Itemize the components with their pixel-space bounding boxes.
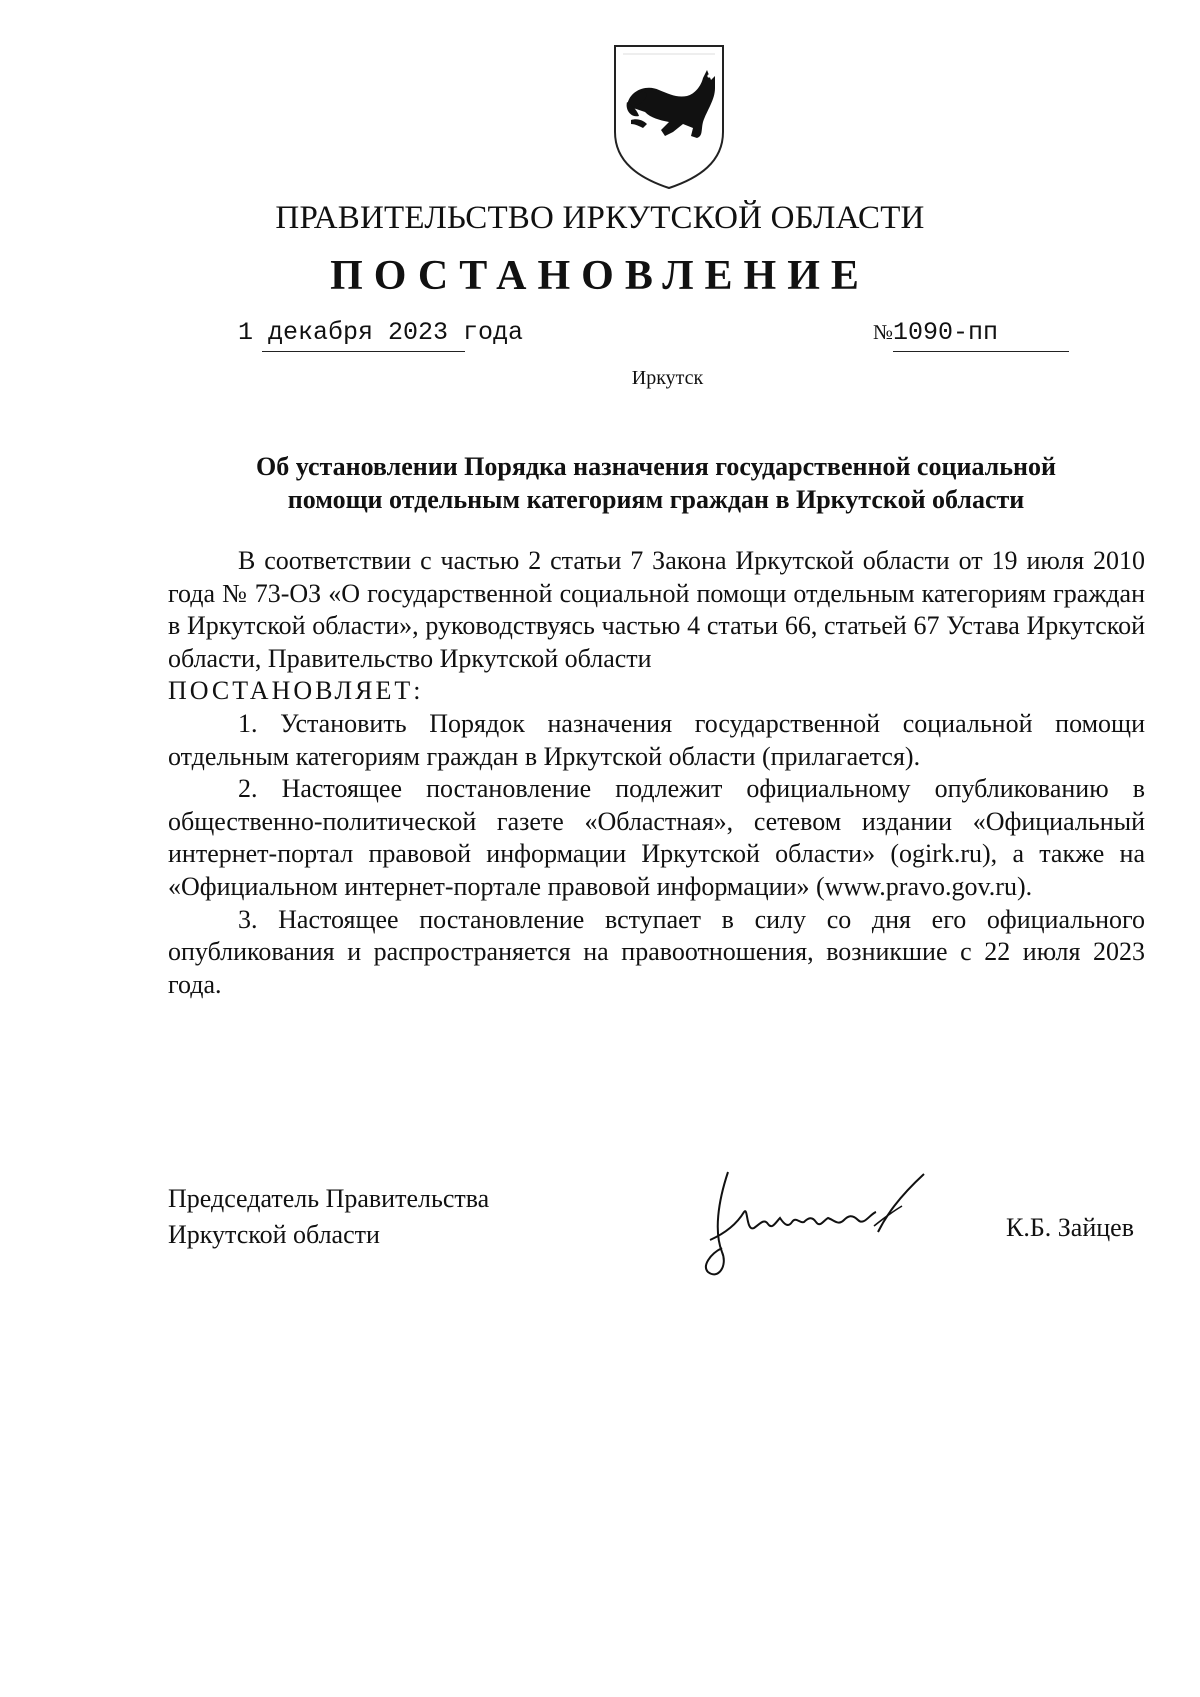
- date-underline: [262, 351, 465, 352]
- document-date: 1 декабря 2023 года: [238, 318, 524, 347]
- document-type: ПОСТАНОВЛЕНИЕ: [330, 253, 870, 299]
- signatory-position: [168, 1181, 489, 1253]
- item-2-paragraph: 2. Настоящее постановление подлежит официальному опубликованию в общественно-политической газете «Областная», сетевом издании «Официальный интернет-портал правовой информации Иркутской области» (ogirk.ru), а также на «Официальном интернет-портале правовой информации» (www.pravo.gov.ru).: [168, 774, 1145, 901]
- number-underline: [893, 351, 1069, 352]
- position-line-1: Председатель Правительства: [168, 1184, 490, 1213]
- title-line-1: Об установлении Порядка назначения государственной социальной: [256, 452, 1056, 481]
- document-body: [168, 545, 1145, 1001]
- number-value: 1090-пп: [893, 318, 999, 347]
- title-line-2: помощи отдельным категориям граждан в Иркутской области: [287, 485, 1025, 514]
- preamble-paragraph: В соответствии с частью 2 статьи 7 Закона Иркутской области от 19 июля 2010 года № 73-ОЗ «О государственной социальной помощи отдельным категориям граждан в Иркутской области», руководствуясь частью 4 статьи 66, статьей 67 Устава Иркутской области, Правительство Иркутской области: [168, 546, 1145, 673]
- handwritten-signature-icon: [688, 1162, 958, 1297]
- document-title: [168, 450, 1144, 516]
- document-city: Иркутск: [631, 367, 704, 389]
- organization-name: ПРАВИТЕЛЬСТВО ИРКУТСКОЙ ОБЛАСТИ: [275, 200, 925, 236]
- position-line-2: Иркутской области: [168, 1220, 380, 1249]
- item-1-paragraph: 1. Установить Порядок назначения государственной социальной помощи отдельным категориям граждан в Иркутской области (прилагается).: [168, 708, 1145, 771]
- signatory-name: К.Б. Зайцев: [1006, 1213, 1134, 1242]
- resolves-heading: ПОСТАНОВЛЯЕТ:: [168, 676, 424, 706]
- number-sign: №: [873, 320, 894, 344]
- irkutsk-coat-of-arms-icon: [607, 40, 731, 190]
- item-3-paragraph: 3. Настоящее постановление вступает в силу со дня его официального опубликования и распространяется на правоотношения, возникшие с 22 июля 2023 года.: [168, 904, 1145, 999]
- document-number: [873, 318, 998, 347]
